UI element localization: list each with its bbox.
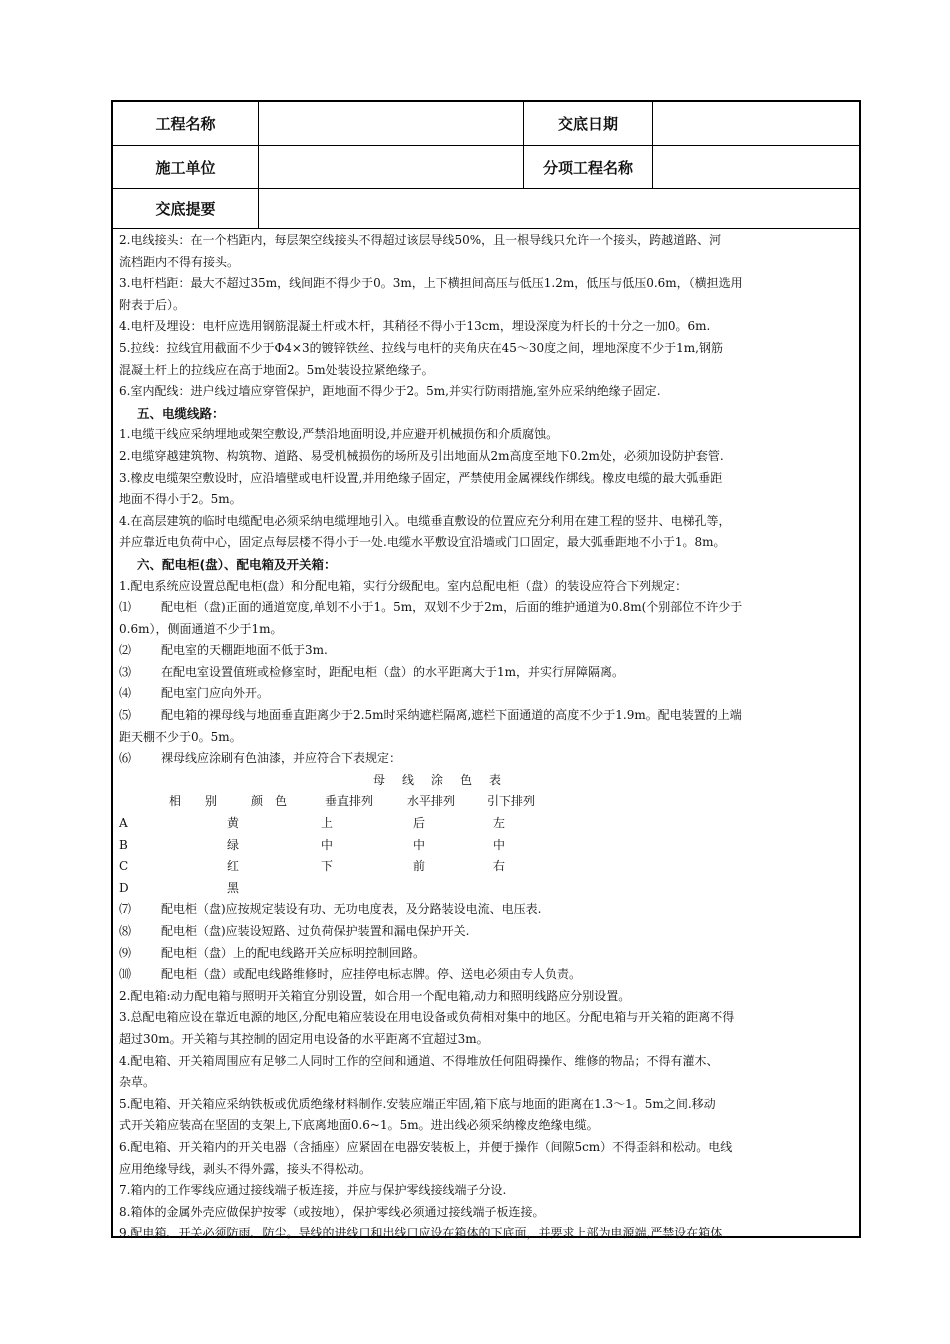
text-line: 8.箱体的金属外壳应做保护按零（或按地），保护零线必须通过接线端子板连接。 <box>119 1204 545 1219</box>
sub-project-value[interactable] <box>653 146 859 188</box>
handover-date-value[interactable] <box>653 102 859 145</box>
text-line: 1.配电系统应设置总配电柜(盘）和分配电箱，实行分级配电。室内总配电柜（盘）的装设应符合下列规定： <box>119 578 688 593</box>
section-5-heading: 五、电缆线路： <box>137 405 225 421</box>
text-line: 9.配电箱、开关必须防雨、防尘。导线的进线口和出线口应设在箱体的下底面，并要求上部为电源端,严禁设在箱体 <box>119 1226 723 1241</box>
numbered-item: ⑷ 配电室门应向外开。 <box>119 686 270 701</box>
section-6-heading: 六、配电柜(盘）、配电箱及开关箱： <box>137 556 337 572</box>
numbered-item: ⑽ 配电柜（盘）或配电线路维修时，应挂停电标志牌。停、送电必须由专人负责。 <box>119 967 582 982</box>
summary-label: 交底提要 <box>155 200 216 218</box>
content-body <box>119 230 855 1245</box>
numbered-item: ⑺ 配电柜（盘)应按规定装设有功、无功电度表，及分路装设电流、电压表. <box>119 902 542 917</box>
text-line: 4.在高层建筑的临时电缆配电必须采纳电缆埋地引入。电缆垂直敷设的位置应充分利用在建工程的竖井、电梯孔等， <box>119 513 731 528</box>
numbered-item-continuation: 0.6m），侧面通道不少于1m。 <box>119 621 283 636</box>
busbar-table-row: C 红 下 前 右 <box>119 859 506 874</box>
text-line: 超过30m。开关箱与其控制的固定用电设备的水平距离不宜超过3m。 <box>119 1031 489 1046</box>
text-line: 流档距内不得有接头。 <box>119 254 240 269</box>
text-line: 并应靠近电负荷中心，固定点每层楼不得小于一处.电缆水平敷设宜沿墙或门口固定，最大弧垂距地不小于1。8m。 <box>119 535 726 550</box>
handover-sheet <box>111 100 861 1241</box>
text-line: 2.电缆穿越建筑物、构筑物、道路、易受机械损伤的场所及引出地面从2m高度至地下0.2m处，必须加设防护套管. <box>119 448 724 463</box>
busbar-table-row: B 绿 中 中 中 <box>119 837 506 852</box>
text-line: 式开关箱应装高在坚固的支架上,下底离地面0.6~1。5m。进出线必须采纳橡皮绝缘电缆。 <box>119 1118 599 1133</box>
text-line: 2.电线接头：在一个档距内，每层架空线接头不得超过该层导线50%，且一根导线只允许一个接头，跨越道路、河 <box>119 233 722 247</box>
project-name-value[interactable] <box>259 102 523 145</box>
construction-unit-value[interactable] <box>259 146 523 188</box>
numbered-item: ⑸ 配电箱的裸母线与地面垂直距离少于2.5m时采纳遮栏隔离,遮栏下面通道的高度不少于1.9m。配电装置的上端 <box>119 708 742 723</box>
text-line: 杂草。 <box>119 1075 156 1090</box>
header-row-3 <box>113 189 859 229</box>
text-line: 4.电杆及埋设：电杆应选用钢筋混凝土杆或木杆，其稍径不得小于13cm，埋设深度为杆长的十分之一加0。6m. <box>119 319 711 334</box>
numbered-item: ⑶ 在配电室设置值班或检修室时，距配电柜（盘）的水平距离大于1m，并实行屏障隔离。 <box>119 664 625 679</box>
numbered-item-continuation: 距天棚不少于0。5m。 <box>119 729 242 744</box>
numbered-item: ⑵ 配电室的天棚距地面不低于3m. <box>119 643 328 658</box>
text-line: 3.电杆档距：最大不超过35m，线间距不得少于0。3m，上下横担间高压与低压1.2m，低压与低压0.6m，（横担选用 <box>119 276 743 291</box>
busbar-table-header: 相 别 颜 色 垂直排列 水平排列 引下排列 <box>169 794 536 809</box>
header-row-2 <box>113 146 859 189</box>
text-line: 4.配电箱、开关箱周围应有足够二人同时工作的空间和通道、不得堆放任何阻碍操作、维修的物品；不得有灌木、 <box>119 1053 719 1068</box>
construction-unit-label: 施工单位 <box>155 158 216 177</box>
busbar-table-row: A 黄 上 后 左 <box>119 816 506 831</box>
numbered-item: ⑻ 配电柜（盘)应装设短路、过负荷保护装置和漏电保护开关. <box>119 924 470 938</box>
text-line: 5.配电箱、开关箱应采纳铁板或优质绝缘材料制作.安装应端正牢固,箱下底与地面的距离在1.3～1。5m之间.移动 <box>119 1096 716 1111</box>
numbered-item: ⑴ 配电柜（盘)正面的通道宽度,单划不小于1。5m，双划不少于2m，后面的维护通道为0.8m(个别部位不许少于 <box>119 600 743 615</box>
text-line: 地面不得小于2。5m。 <box>119 492 242 507</box>
handover-date-label: 交底日期 <box>557 115 618 133</box>
text-line: 2.配电箱:动力配电箱与照明开关箱宜分别设置，如合用一个配电箱,动力和照明线路应分别设置。 <box>119 988 631 1003</box>
text-line: 5.拉线：拉线宜用截面不少于Φ4×3的镀锌铁丝、拉线与电杆的夹角庆在45～30度之间，埋地深度不少于1m,钢筋 <box>119 340 723 355</box>
project-name-label: 工程名称 <box>155 115 216 133</box>
text-line: 附表于后）。 <box>119 297 186 312</box>
sub-project-label: 分项工程名称 <box>542 158 633 177</box>
text-line: 6.室内配线：进户线过墙应穿管保护，距地面不得少于2。5m,并实行防雨措施,室外应采纳绝缘子固定. <box>119 384 661 399</box>
text-line: 3.总配电箱应设在靠近电源的地区,分配电箱应装设在用电设备或负荷相对集中的地区。分配电箱与开关箱的距离不得 <box>119 1010 735 1025</box>
busbar-table-title: 母线涂色表 <box>373 772 519 787</box>
text-line: 7.箱内的工作零线应通过接线端子板连接，并应与保护零线接线端子分设. <box>119 1183 507 1198</box>
text-line: 应用绝缘导线，剥头不得外露，接头不得松动。 <box>119 1161 372 1176</box>
numbered-item: ⑹ 裸母线应涂刷有色油漆，并应符合下表规定： <box>119 751 402 766</box>
busbar-table-row: D 黑 <box>119 880 240 895</box>
summary-value[interactable] <box>259 189 859 228</box>
text-line: 6.配电箱、开关箱内的开关电器（含插座）应紧固在电器安装板上，并便于操作（间隙5cm）不得歪斜和松动。电线 <box>119 1139 733 1154</box>
text-line: 1.电缆干线应采纳埋地或架空敷设,严禁沿地面明设,并应避开机械损伤和介质腐蚀。 <box>119 427 559 442</box>
numbered-item: ⑼ 配电柜（盘）上的配电线路开关应标明控制回路。 <box>119 945 426 960</box>
text-line: 3.橡皮电缆架空敷设时，应沿墙壁或电杆设置,并用绝缘子固定，严禁使用金属裸线作绑线。橡皮电缆的最大弧垂距 <box>119 470 723 485</box>
text-line: 混凝土杆上的拉线应在高于地面2。5m处装设拉紧绝缘子。 <box>119 362 434 377</box>
header-row-1 <box>113 102 859 146</box>
